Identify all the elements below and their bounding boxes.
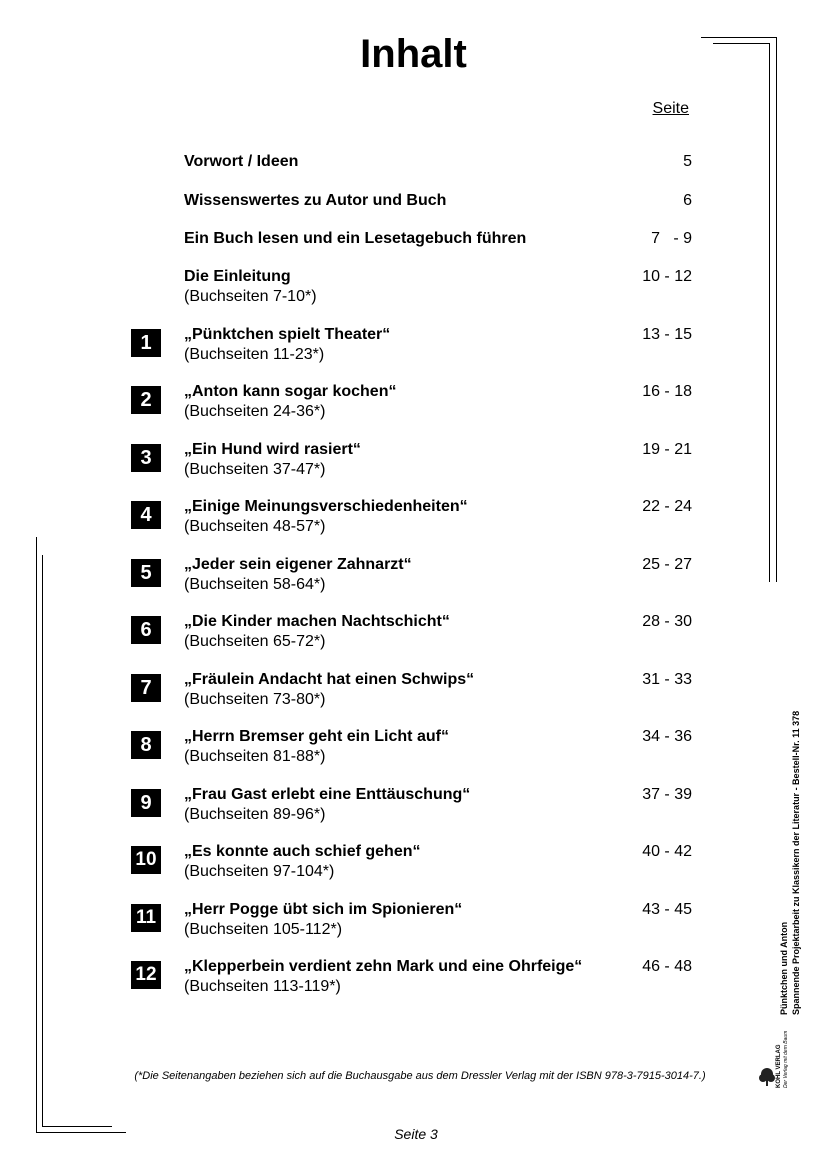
toc-entry-title: Die Einleitung [184, 268, 291, 285]
frame-line [769, 43, 770, 582]
chapter-number-badge: 8 [131, 731, 161, 759]
page-number: Seite 3 [394, 1126, 438, 1142]
toc-entry-book-pages: (Buchseiten 24-36*) [184, 403, 326, 420]
toc-entry [0, 441, 827, 485]
toc-entry-title: „Klepperbein verdient zehn Mark und eine Ohrfeige“ [184, 958, 583, 975]
chapter-number-badge: 10 [131, 846, 161, 874]
toc-entry-pages: 6 [683, 192, 692, 209]
toc-entry-title: „Fräulein Andacht hat einen Schwips“ [184, 671, 475, 688]
chapter-number-badge: 2 [131, 386, 161, 414]
toc-entry [0, 383, 827, 427]
toc-entry-pages: 34 - 36 [642, 728, 692, 745]
sidebar-series-order: Spannende Projektarbeit zu Klassikern der Literatur - Bestell-Nr. 11 378 [791, 710, 801, 1015]
toc-entry-book-pages: (Buchseiten 58-64*) [184, 576, 326, 593]
toc-entry-title: Ein Buch lesen und ein Lesetagebuch führen [184, 230, 527, 247]
toc-entry-title: Wissenswertes zu Autor und Buch [184, 192, 447, 209]
frame-line [701, 37, 777, 38]
toc-entry-book-pages: (Buchseiten 65-72*) [184, 633, 326, 650]
toc-entry-pages: 19 - 21 [642, 441, 692, 458]
toc-entry-title: „Herr Pogge übt sich im Spionieren“ [184, 901, 463, 918]
chapter-number-badge: 9 [131, 789, 161, 817]
page-title: Inhalt [360, 32, 467, 76]
logo-text: KOHL VERLAG [776, 1044, 782, 1088]
chapter-number-badge: 4 [131, 501, 161, 529]
logo-tagline: Der Verlag mit dem Baum [783, 1030, 789, 1088]
toc-entry-pages: 5 [683, 153, 692, 170]
toc-entry [0, 901, 827, 945]
toc-entry-book-pages: (Buchseiten 37-47*) [184, 461, 326, 478]
toc-entry [0, 671, 827, 715]
frame-line [713, 43, 769, 44]
footnote: (*Die Seitenangaben beziehen sich auf die Buchausgabe aus dem Dressler Verlag mit der ISBN 978-3-7915-3014-7.) [134, 1070, 706, 1082]
toc-entry-title: „Die Kinder machen Nachtschicht“ [184, 613, 450, 630]
toc-entry-pages: 43 - 45 [642, 901, 692, 918]
toc-entry-title: „Es konnte auch schief gehen“ [184, 843, 421, 860]
toc-entry-book-pages: (Buchseiten 73-80*) [184, 691, 326, 708]
chapter-number-badge: 11 [131, 904, 161, 932]
frame-line [42, 1126, 112, 1127]
toc-entry-pages: 31 - 33 [642, 671, 692, 688]
toc-entry [0, 153, 827, 197]
toc-entry [0, 958, 827, 1002]
toc-entry-pages: 28 - 30 [642, 613, 692, 630]
toc-entry-book-pages: (Buchseiten 11-23*) [184, 346, 325, 363]
toc-entry [0, 728, 827, 772]
toc-entry-pages: 10 - 12 [642, 268, 692, 285]
toc-entry-title: „Jeder sein eigener Zahnarzt“ [184, 556, 412, 573]
toc-entry [0, 268, 827, 312]
toc-entry [0, 498, 827, 542]
frame-line [776, 37, 777, 582]
toc-entry-title: „Anton kann sogar kochen“ [184, 383, 397, 400]
toc-entry-title: „Pünktchen spielt Theater“ [184, 326, 391, 343]
page-column-header: Seite [652, 100, 689, 117]
sidebar-book-title: Pünktchen und Anton [779, 921, 789, 1015]
publisher-logo [758, 1030, 794, 1088]
toc-entry [0, 613, 827, 657]
toc-entry-book-pages: (Buchseiten 7-10*) [184, 288, 317, 305]
toc-entry-pages: 25 - 27 [642, 556, 692, 573]
toc-entry-book-pages: (Buchseiten 81-88*) [184, 748, 326, 765]
toc-entry-pages: 7 - 9 [651, 230, 692, 247]
toc-entry-title: Vorwort / Ideen [184, 153, 299, 170]
toc-entry-book-pages: (Buchseiten 105-112*) [184, 921, 343, 938]
toc-entry-title: „Herrn Bremser geht ein Licht auf“ [184, 728, 449, 745]
chapter-number-badge: 3 [131, 444, 161, 472]
frame-line [36, 1132, 126, 1133]
toc-entry-pages: 46 - 48 [642, 958, 692, 975]
toc-entry-title: „Frau Gast erlebt eine Enttäuschung“ [184, 786, 471, 803]
toc-entry [0, 326, 827, 370]
toc-entry-book-pages: (Buchseiten 48-57*) [184, 518, 326, 535]
frame-line [36, 537, 37, 1133]
toc-entry-book-pages: (Buchseiten 113-119*) [184, 978, 341, 995]
toc-entry-pages: 22 - 24 [642, 498, 692, 515]
toc-entry-pages: 40 - 42 [642, 843, 692, 860]
chapter-number-badge: 7 [131, 674, 161, 702]
toc-entry-pages: 37 - 39 [642, 786, 692, 803]
toc-entry-title: „Ein Hund wird rasiert“ [184, 441, 361, 458]
toc-entry-title: „Einige Meinungsverschiedenheiten“ [184, 498, 468, 515]
toc-entry-book-pages: (Buchseiten 89-96*) [184, 806, 326, 823]
toc-entry [0, 786, 827, 830]
toc-entry-pages: 16 - 18 [642, 383, 692, 400]
chapter-number-badge: 6 [131, 616, 161, 644]
chapter-number-badge: 5 [131, 559, 161, 587]
chapter-number-badge: 12 [131, 961, 161, 989]
frame-line [42, 555, 43, 1126]
toc-entry-book-pages: (Buchseiten 97-104*) [184, 863, 335, 880]
chapter-number-badge: 1 [131, 329, 161, 357]
toc-entry [0, 556, 827, 600]
toc-entry [0, 843, 827, 887]
toc-entry-pages: 13 - 15 [642, 326, 692, 343]
